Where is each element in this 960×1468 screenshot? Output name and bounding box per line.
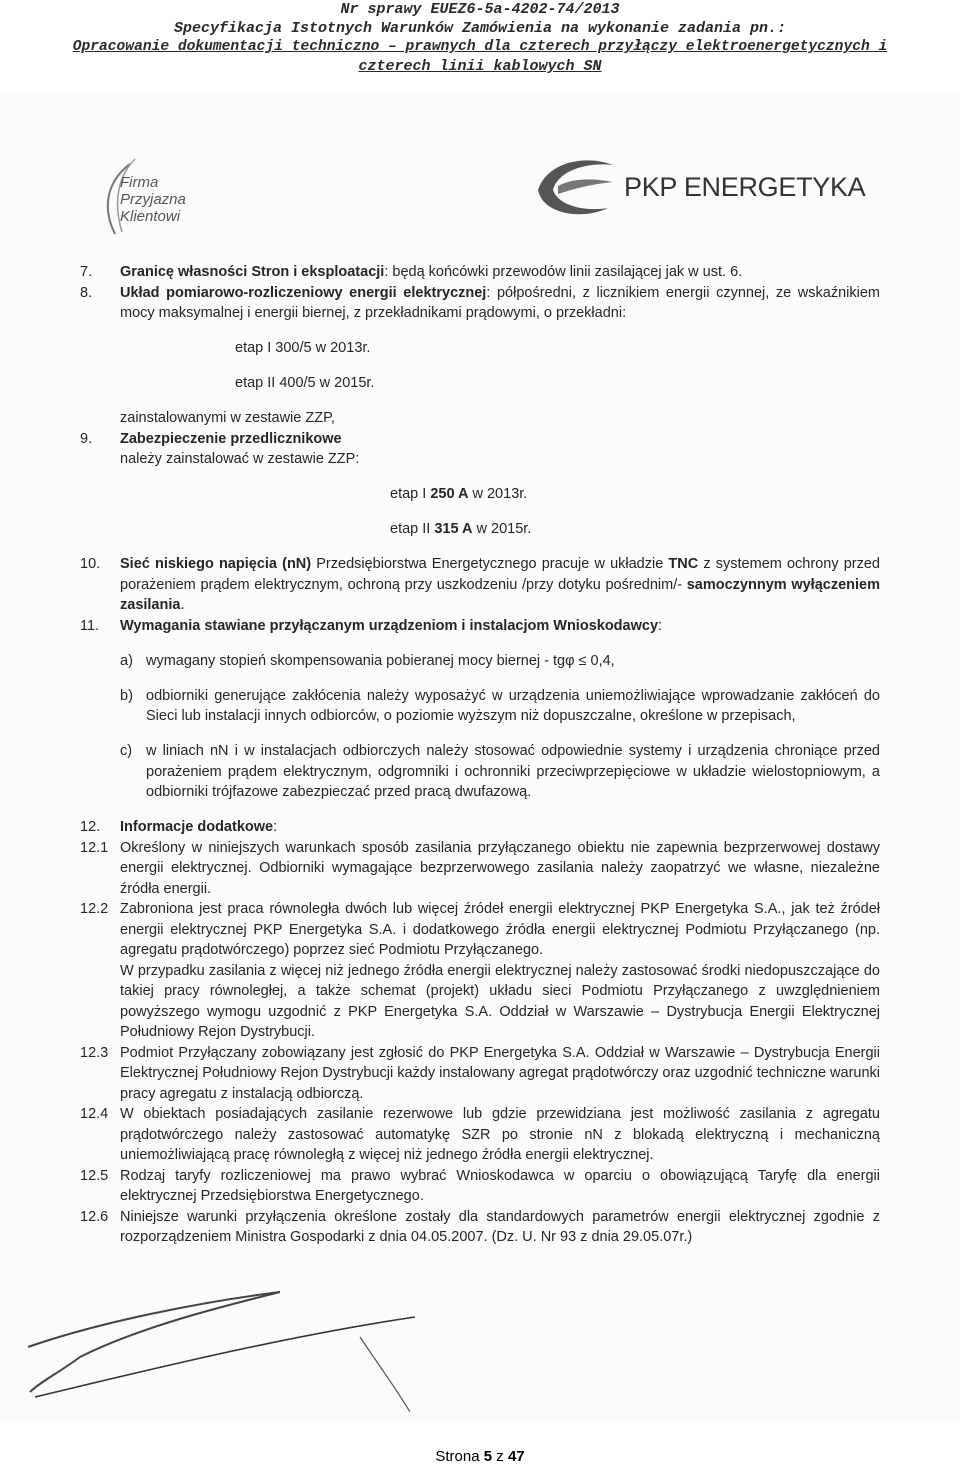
item-12-1 [80,838,880,900]
stage-label: etap II [390,521,435,537]
system-type: TNC [668,556,699,572]
pkp-energetyka-brand: PKP ENERGETYKA [624,172,866,202]
ratio-stage-2: etap II 400/5 w 2015r. [235,375,375,391]
firm-slogan-line: Firma [120,174,159,191]
item-number: 12.2 [80,901,109,917]
stage-year: w 2015r. [472,521,532,537]
firm-slogan [120,174,186,225]
footer-label: Strona [435,1448,484,1465]
case-number: Nr sprawy EUEZ6-5a-4202-74/2013 [340,1,620,18]
page-footer [0,1448,960,1465]
item-12-6 [80,1207,880,1248]
item-text: z systemem ochrony przed porażeniem prądem elektrycznym, ochroną przy uszkodzeniu /przy dotyku pośrednim/- [120,556,880,593]
item-12-4 [80,1104,880,1166]
item-text: Określony w niniejszych warunkach sposób zasilania przyłączanego obiektu nie zapewnia bezprzerwowej dostawy energii elektrycznej. Odbiorniki wymagające bezprzerwowego zasilania należy zaopatrzyć we własne, niezależne źródła energii. [120,839,880,897]
item-text: W obiektach posiadających zasilanie rezerwowe lub gdzie przewidziana jest możliwość zasilania z agregatu prądotwórczego należy zastosować automatykę SZR po stronie nN z blokadą elektryczną i mechaniczną uniemożliwiającą pracę równoległą z więcej niż jednego źródła energii elektrycznej. [120,1106,880,1163]
item-11 [80,616,880,637]
item-text: należy zainstalować w zestawie ZZP: [120,451,360,467]
item-11c [120,741,880,803]
item-number: 12.5 [80,1167,109,1184]
item-heading: Wymagania stawiane przyłączanym urządzeniom i instalacjom Wnioskodawcy [120,617,659,634]
item-12-3 [80,1043,880,1105]
item-heading: Granicę własności Stron i eksploatacji [120,264,385,280]
fuse-stage-2 [80,519,880,540]
handwritten-signature [20,1277,440,1417]
fuse-rating: 315 A [434,521,473,537]
sub-text: wymagany stopień skompensowania pobieranej mocy biernej - tgφ ≤ 0,4, [146,652,615,669]
item-number: 8. [80,284,93,301]
sub-label: a) [120,652,133,669]
footer-separator: z [492,1448,508,1465]
item-8 [80,283,880,324]
task-title-line1: Opracowanie dokumentacji techniczno – prawnych dla czterech przyłączy elektroenergetycznych i [72,39,888,55]
item-text: Rodzaj taryfy rozliczeniowej ma prawo wybrać Wnioskodawca w oparciu o obowiązującą Taryfę dla energii elektrycznej Przedsiębiorstwa Energetycznego. [120,1167,880,1204]
sub-text: w liniach nN i w instalacjach odbiorczych należy stosować odpowiednie systemy i urządzenia chroniące przed porażeniem prądem elektrycznym, odgromniki i ochronniki przeciwprzepięciowe w układzie wielostopniowym, a odbiorniki trójfazowe zabezpieczać przed pracą dwufazową. [146,743,880,800]
item-text: : [658,617,663,634]
ratio-stage-1: etap I 300/5 w 2013r. [235,340,371,356]
stage-year: w 2013r. [468,486,528,502]
item-text: zainstalowanymi w zestawie ZZP, [120,410,335,426]
item-12-2 [80,899,880,961]
item-number: 9. [80,430,93,447]
item-number: 7. [80,264,93,280]
item-heading: Informacje dodatkowe [120,819,274,835]
document-header [0,0,960,76]
item-text: Podmiot Przyłączany zobowiązany jest zgłosić do PKP Energetyka S.A. Oddział w Warszawie – Dystrybucja Energii Elektrycznej Południowy Rejon Dystrybucji każdy instalowany agregat prądotwórczy oraz uzgodnić techniczne warunki pracy agregatu z instalacją odbiorczą. [120,1044,881,1102]
item-heading: Zabezpieczenie przedlicznikowe [120,430,342,447]
item-number: 12.4 [80,1106,109,1122]
item-heading: Układ pomiarowo-rozliczeniowy energii elektrycznej [120,284,487,301]
item-number: 12. [80,819,101,835]
conditions-content [80,262,880,1248]
specification-title: Specyfikacja Istotnych Warunków Zamówienia na wykonanie zadania pn.: [173,20,787,37]
item-number: 10. [80,556,101,572]
firm-slogan-line: Przyjazna [120,191,186,208]
item-12 [80,817,880,838]
fuse-stage-1 [80,484,880,505]
item-7 [80,262,880,283]
protection-method: samoczynnym wyłączeniem zasilania [120,576,880,613]
item-text: : będą końcówki przewodów linii zasilającej jak w ust. 6. [384,264,743,280]
item-text: W przypadku zasilania z więcej niż jednego źródła energii elektrycznej należy zastosować środki niedopuszczające do takiej pracy równoległej, a także schemat (projekt) układu sieci Podmiotu Przyłączanego z uwzględnieniem powyższego wymogu uzgodnić z PKP Energetyka S.A. Oddział w Warszawie – Dystrybucja Energii Elektrycznej Południowy Rejon Dystrybucji. [120,962,880,1040]
item-9 [80,429,880,470]
item-10 [80,554,880,616]
item-text: Zabroniona jest praca równoległa dwóch lub więcej źródeł energii elektrycznej PKP Energetyka S.A., jak też źródeł energii elektrycznej PKP Energetyka S.A. i dodatkowego źródła energii elektrycznej Podmiotu Przyłączanego (np. agregatu prądotwórczego) poprzez sieć Podmiotu Przyłączanego. [120,901,880,958]
item-11b [120,686,880,727]
item-number: 12.1 [80,839,109,856]
scanned-page [0,92,960,1422]
item-12-5 [80,1166,880,1207]
item-12-2-continued [80,961,880,1043]
fuse-rating: 250 A [430,486,469,502]
page-total: 47 [507,1448,525,1465]
stage-label: etap I [390,486,431,502]
item-text: : [273,819,278,835]
item-number: 11. [80,617,100,634]
item-number: 12.6 [80,1208,109,1225]
item-8-note [80,408,880,429]
item-number: 12.3 [80,1044,109,1061]
sub-label: c) [120,743,133,759]
item-heading: Sieć niskiego napięcia (nN) [120,556,312,572]
sub-text: odbiorniki generujące zakłócenia należy wyposażyć w urządzenia uniemożliwiające wprowadzanie zakłóceń do Sieci lub instalacji innych odbiorców, o poziomie wyższym niż dopuszczalne, określone w przepisach, [146,687,880,724]
item-text: : półpośredni, z licznikiem energii czynnej, ze wskaźnikiem mocy maksymalnej i energii biernej, z przekładnikami prądowymi, o przekładni: [120,284,880,321]
item-text: Przedsiębiorstwa Energetycznego pracuje w układzie [311,556,669,572]
item-11a [120,651,880,672]
task-title-line2: czterech linii kablowych SN [358,58,602,75]
item-text: Niniejsze warunki przyłączenia określone zostały dla standardowych parametrów energii elektrycznej zgodnie z rozporządzeniem Ministra Gospodarki z dnia 04.05.2007. (Dz. U. Nr 93 z dnia 29.05.07r.) [120,1208,880,1245]
page-number: 5 [483,1448,493,1465]
firm-slogan-line: Klientowi [120,208,181,225]
sub-label: b) [120,687,133,704]
item-11-subitems [80,651,880,803]
item-text: . [180,597,185,613]
